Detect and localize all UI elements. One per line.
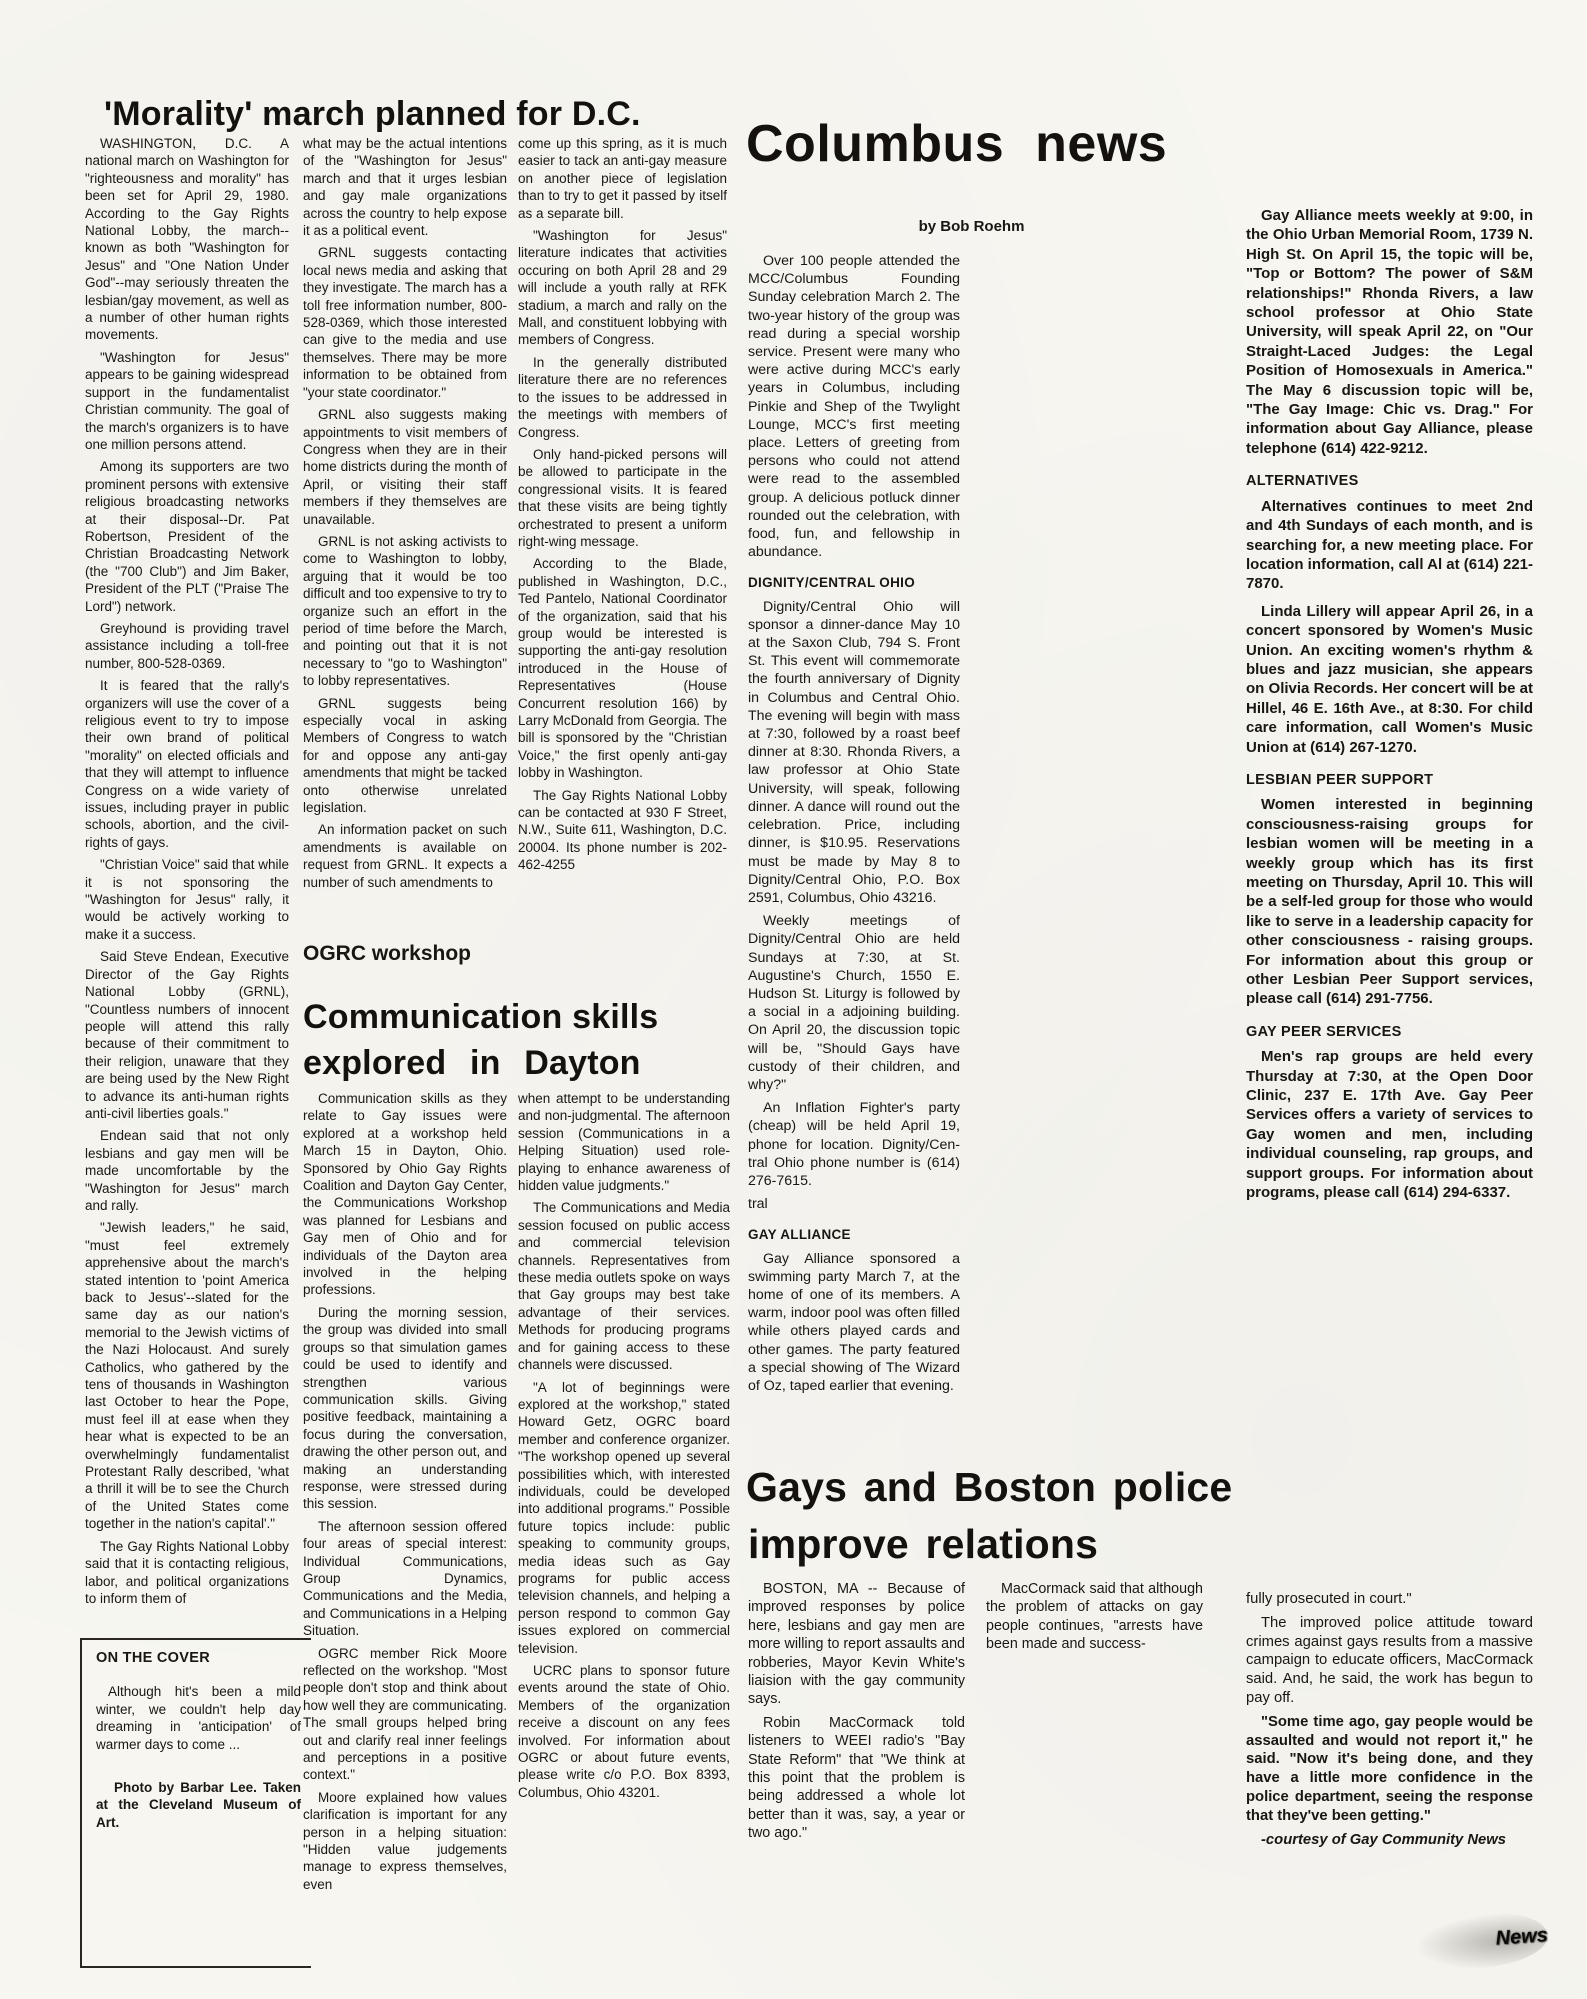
paragraph: when attempt to be understanding and non-judgmental. The afternoon session (Communications in a Helping Situation) used role-playing to enhance awareness of hidden value judgments." [518,1091,730,1194]
paragraph: Gay Alliance sponsored a swimming party March 7, at the home of one of its members. A warm, indoor pool was often filled while others played cards and other games. The party featured a special showing of The Wizard of Oz, taped earlier that evening. [748,1250,960,1394]
ogrc-headline-line1: Communication skills [303,998,659,1037]
paragraph: Endean said that not only lesbians and gay men will be made uncomfortable by the "Washington for Jesus" march and rally. [85,1128,289,1213]
paragraph: According to the Blade, published in Washington, D.C., Ted Pantelo, National Coordinator of the organization, said that his group would be interested is supporting the anti-gay resolution introduced in the House of Representatives (House Concurrent resolution 166) by Larry McDonald from Georgia. The bill is sponsored by the "Christian Voice," the first openly anti-gay lobby in Washington. [518,556,727,781]
paragraph: come up this spring, as it is much easier to tack an anti-gay measure on another piece of legislation than to try to get it passed by itself as a separate bill. [518,136,727,221]
paragraph: "A lot of beginnings were explored at the workshop," stated Howard Getz, OGRC board member and conference organizer. "The workshop opened up several possibilities which, with interested individuals, could be developed into additional programs." Possible future topics include: public speaking to community groups, media ideas such as Gay programs for public access television channels, and helping a person respond to common Gay issues explored on commercial television. [518,1379,730,1656]
boston-column-1 [748,1580,965,1992]
paragraph: "Christian Voice" said that while it is not sponsoring the "Washington for Jesus" rally, it would be actively working to make it a success. [85,857,289,942]
paragraph: fully prosecuted in court." [1246,1591,1412,1607]
paragraph: The Gay Rights National Lobby can be contacted at 930 F Street, N.W., Suite 611, Washington, D.C. 20004. Its phone number is 202-462-4255 [518,787,727,873]
section-header: ALTERNATIVES [1246,473,1359,490]
paragraph: "Jewish leaders," he said, "must feel extremely apprehensive about the march's stated intention to 'point America back to Jesus'--slated for the same day as our nation's memorial to the Jewish victims of the Nazi Holocaust. And surely Catholics, who gathered by the tens of thousands in Washington last October to hear the Pope, must feel ill at ease when they hear what is expected to be an overwhelmingly fundamentalist Protestant Rally described, 'what a thrill it will be to see the Church of the United States come together in the nation's capital'." [85,1220,289,1532]
section-header: GAY PEER SERVICES [1246,1023,1402,1040]
section-header: GAY ALLIANCE [748,1227,851,1243]
paragraph: GRNL is not asking activists to come to Washington to lobby, arguing that it would be too difficult and too expensive to try to organize such an effort in the period of time before the March, and pointing out that it is not necessary to "go to Washington" to lobby representatives. [303,533,507,689]
paragraph: UCRC plans to sponsor future events around the state of Ohio. Members of the organization receive a discount on any fees involved. For information about OGRC or about future events, please write c/o P.O. Box 8393, Columbus, Ohio 43201. [518,1663,730,1800]
ink-scribble: News [1406,1907,1550,1973]
paragraph: Moore explained how values clarification is important for any person in a helping situation: "Hidden value judgements manage to express themselves, even [303,1789,507,1892]
boston-column-2 [986,1580,1203,1992]
paragraph: Weekly meetings of Dignity/Central Ohio are held Sundays at 7:30, at St. Augustine's Church, 1550 E. Hudson St. Liturgy is followed by a social in a adjoining building. On April 20, the discussion topic will be, "Should Gays have custody of their children, and why?" [748,913,960,1093]
paragraph: Women interested in beginning consciousness-raising groups for lesbian women will be meeting in a weekly group which has its first meeting on Thursday, April 10. This will be a self-led group for those who would like to serve in a leadership capacity for other consciousness - raising groups. For information about this group or other Lesbian Peer Support services, please call (614) 291-7756. [1246,796,1533,1008]
paragraph: Robin MacCormack told listeners to WEEI radio's "Bay State Reform" that "We think at this point that the problem is being addressed a whole lot better than it was, say, a year or two ago." [748,1714,965,1842]
boston-headline-line1: Gays and Boston police [746,1464,1233,1511]
paragraph: During the morning session, the group was divided into small groups so that simulation games could be used to identify and strengthen various communication skills. Giving positive feedback, maintaining a focus during the conversation, drawing the other person out, and making an understanding response, were stressed during this session. [303,1304,507,1512]
paragraph: The improved police attitude toward crimes against gays results from a massive campaign to educate officers, MacCormack said. And, he said, the work has begun to pay off. [1246,1614,1533,1706]
paragraph: "Washington for Jesus" appears to be gaining widespread support in the fundamentalist Christian community. The goal of the march's organizers is to have one million persons attend. [85,349,289,452]
paragraph: OGRC member Rick Moore reflected on the workshop. "Most people don't stop and think about how well they are communicating. The small groups helped bring out and clarify real inner feelings and perceptions in a positive context." [303,1645,507,1783]
paragraph: The afternoon session offered four areas of special interest: Individual Communications, Group Dynamics, Communications and the Media, and Communications in a Helping Situation. [303,1518,507,1639]
paragraph: An information packet on such amendments is available on request from GRNL. It expects a number of such amendments to [303,822,507,890]
cover-box-header: ON THE COVER [96,1650,210,1666]
morality-column-1 [85,135,289,1633]
paragraph: tral [748,1196,768,1213]
paragraph: Over 100 people attended the MCC/Columbus Founding Sunday celebration March 2. The two-year history of the group was read during a special worship service. Present were many who were active during MCC's early years in Columbus, including Pinkie and Shep of the Twylight Lounge, MCC's first meeting place. Letters of greeting from persons who could not attend were read to the assembled group. A delicious potluck dinner rounded out the celebration, with food, fun, and fellowship in abundance. [748,253,960,561]
paragraph: GRNL suggests being especially vocal in asking Members of Congress to watch for and oppose any anti-gay amendments that might be tacked onto otherwise unrelated legislation. [303,695,507,816]
paragraph: BOSTON, MA -- Because of improved responses by police here, lesbians and gay men are more willing to report assaults and robberies, Mayor Kevin White's liaision with the gay community says. [748,1581,965,1708]
morality-headline: 'Morality' march planned for D.C. [104,94,641,133]
paragraph: Said Steve Endean, Executive Director of the Gay Rights National Lobby (GRNL), "Countless numbers of innocent people will attend this rally because of their commitment to their religion, unaware that they are being used by the New Right to advance its anti-human rights anti-civil liberties goals." [85,949,289,1121]
paragraph: Gay Alliance meets weekly at 9:00, in the Ohio Urban Memorial Room, 1739 N. High St. On April 15, the topic will be, "Top or Bottom? The power of S&M relationships!" Rhonda Rivers, a law school professor at Ohio State University, will speak April 22, on "Our Straight-Laced Judges: the Legal Position of Homosexuals in America." The May 6 discussion topic will be, "The Gay Image: Chic vs. Drag." For information about Gay Alliance, please telephone (614) 422-9212. [1246,207,1533,457]
paragraph: In the generally distributed literature there are no references to the issues to be addressed in the meetings with members of Congress. [518,354,727,440]
paragraph: Linda Lillery will appear April 26, in a concert sponsored by Women's Music Union. An exciting women's rhythm & blues and jazz musician, she appears on Olivia Records. Her concert will be at Hillel, 46 E. 16th Ave., at 8:30. For child care information, call Women's Music Union at (614) 267-1270. [1246,602,1533,756]
cover-box-photo-credit: Photo by Barbar Lee. Taken at the Cleveland Museum of Art. [96,1780,301,1830]
ogrc-column-2 [518,1090,730,1995]
paragraph: MacCormack said that although the problem of attacks on gay people continues, "arrests have been made and success- [986,1581,1203,1653]
columbus-byline: by Bob Roehm [918,218,1025,235]
cover-box-body: Although hit's been a mild winter, we couldn't help day dreaming in 'anticipation' of warmer days to come ... [96,1684,301,1752]
paragraph: what may be the actual intentions of the "Washington for Jesus" march and that it urges lesbian and gay male organizations across the country to help expose it as a political event. [303,136,507,239]
paragraph: "Some time ago, gay people would be assaulted and would not report it," he said. "Now it's being done, and they have a little more confidence in the police department, seeing the response that they've been getting." [1246,1713,1533,1824]
paragraph: Only hand-picked persons will be allowed to participate in the congressional visits. It is feared that these visits are being tightly orchestrated to present a uniform right-wing message. [518,446,727,549]
paragraph: Dignity/Central Ohio will sponsor a dinner-dance May 10 at the Saxon Club, 794 S. Front St. This event will commemorate the fourth anniversary of Dignity in Columbus and Central Ohio. The evening will begin with mass at 7:30, followed by a roast beef dinner at 8:30. Rhonda Rivers, a law professor at Ohio State University, will speak, following dinner. A dance will round out the celebration. Price, including dinner, is $10.95. Reservations must be made by May 8 to Dignity/Central Ohio, P.O. Box 2591, Columbus, Ohio 43216. [748,598,960,906]
paragraph: Among its supporters are two prominent persons with extensive religious broadcasting networks at their disposal--Dr. Pat Robertson, President of the Christian Broadcasting Network (the "700 Club") and Jim Baker, President of the PLT ("Praise The Lord") network. [85,459,289,614]
columbus-body-columns [748,252,1198,1432]
paragraph: It is feared that the rally's organizers will use the cover of a religious event to try to impose their own brand of political "morality" on elected officials and that they will attempt to influence Congress on a wide variety of issues, including prayer in public schools, abortion, and the civil-rights of gays. [85,678,289,850]
morality-column-2 [303,135,507,935]
paragraph: The Gay Rights National Lobby said that it is contacting religious, labor, and political organizations to inform them of [85,1538,289,1606]
on-the-cover-box [80,1638,311,1968]
ogrc-headline-line2: explored in Dayton [303,1044,641,1083]
boston-headline-line2: improve relations [748,1521,1099,1568]
ogrc-kicker: OGRC workshop [303,942,472,965]
paragraph: WASHINGTON, D.C. A national march on Washington for "righteousness and morality" has been set for April 29, 1980. According to the Gay Rights National Lobby, the march--known as both "Washington for Jesus" and "One Nation Under God"--may seriously threaten the lesbian/gay movement, as well as a number of other human rights movements. [85,136,289,343]
paragraph: Alternatives continues to meet 2nd and 4th Sundays of each month, and is searching for, a new meeting place. For location information, call Al at (614) 221-7870. [1246,497,1533,593]
paragraph: Greyhound is providing travel assistance including a toll-free number, 800-528-0369. [85,620,289,671]
columbus-news-headline: Columbus news [746,114,1168,173]
paragraph: Communication skills as they relate to Gay issues were explored at a workshop held March 15 in Dayton, Ohio. Sponsored by Ohio Gay Rights Coalition and Dayton Gay Center, the Communications Workshop was planned for Lesbians and Gay men of Ohio and for individuals of the Dayton area involved in the helping professions. [303,1091,507,1298]
morality-column-3 [518,135,727,925]
ogrc-column-1 [303,1090,507,1995]
paragraph: GRNL also suggests making appointments to visit members of Congress when they are in their home districts during the month of April, or visiting their staff members if they themselves are unavailable. [303,407,507,527]
paragraph: An Inflation Fighter's party (cheap) will be held April 19, phone for location. Dignity/Cen-tral Ohio phone number is (614) 276-7615. [748,1100,960,1189]
section-header: DIGNITY/CENTRAL OHIO [748,575,916,591]
paragraph: "Washington for Jesus" literature indicates that activities occuring on both April 28 and 29 will include a youth rally at RFK stadium, a march and rally on the Mall, and constituent lobbying with members of Congress. [518,228,727,348]
paragraph: The Communications and Media session focused on public access and commercial television channels. Representatives from these media outlets spoke on ways that Gay groups may best take advantage of their services. Methods for producing programs and for gaining access to these channels were discussed. [518,1200,730,1373]
paragraph: Men's rap groups are held every Thursday at 7:30, at the Open Door Clinic, 237 E. 17th Ave. Gay Peer Services offers a variety of services to Gay women and men, including individual counseling, rap groups, and support groups. For information about programs, please call (614) 294-6337. [1246,1048,1533,1202]
section-header: LESBIAN PEER SUPPORT [1246,771,1434,788]
paragraph: GRNL suggests contacting local news media and asking that they investigate. The march has a toll free information number, 800-528-0369, which those interested can give to the media and use themselves. There may be more information to be obtained from "your state coordinator." [303,245,507,400]
columbus-right-rail [1246,206,1533,1596]
paragraph: -courtesy of Gay Community News [1261,1831,1507,1848]
